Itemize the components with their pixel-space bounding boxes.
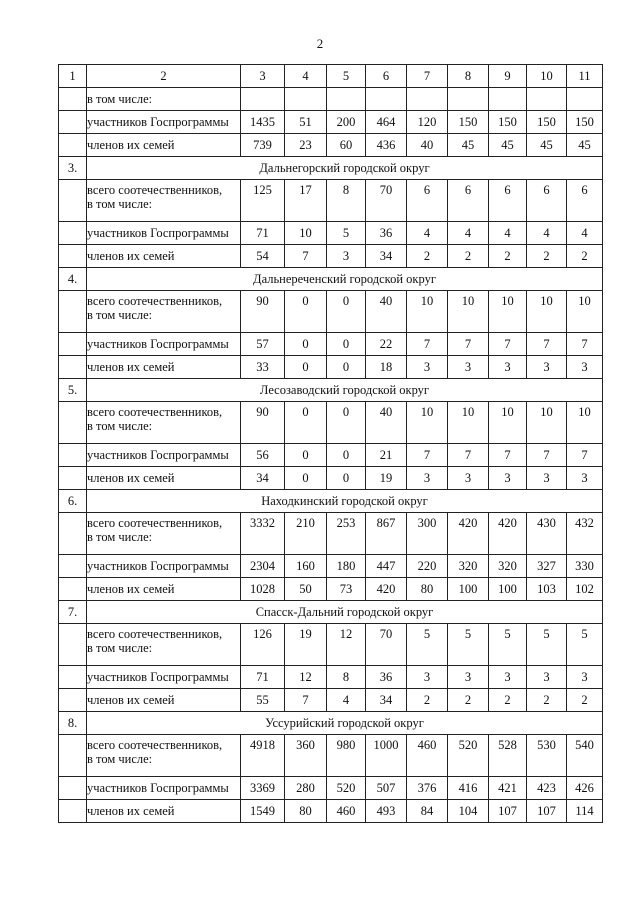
value-cell: 430 bbox=[527, 513, 567, 555]
row-index-cell bbox=[59, 735, 87, 777]
value-cell: 4 bbox=[567, 222, 603, 245]
column-number-header: 3 bbox=[241, 65, 285, 88]
column-number-header: 7 bbox=[407, 65, 448, 88]
value-cell: 71 bbox=[241, 222, 285, 245]
value-cell: 114 bbox=[567, 800, 603, 823]
value-cell: 150 bbox=[527, 111, 567, 134]
value-cell: 3 bbox=[489, 467, 527, 490]
value-cell: 2 bbox=[567, 245, 603, 268]
value-cell: 0 bbox=[327, 402, 366, 444]
section-row bbox=[59, 268, 603, 291]
table-row bbox=[59, 88, 603, 111]
value-cell: 0 bbox=[327, 444, 366, 467]
value-cell: 100 bbox=[448, 578, 489, 601]
row-label: членов их семей bbox=[87, 245, 241, 268]
value-cell: 33 bbox=[241, 356, 285, 379]
value-cell: 3 bbox=[489, 666, 527, 689]
row-index-cell bbox=[59, 555, 87, 578]
value-cell: 19 bbox=[366, 467, 407, 490]
value-cell: 2 bbox=[489, 245, 527, 268]
section-title: Дальнегорский городской округ bbox=[87, 157, 603, 180]
value-cell: 10 bbox=[407, 402, 448, 444]
value-cell: 23 bbox=[285, 134, 327, 157]
value-cell: 6 bbox=[527, 180, 567, 222]
value-cell: 2 bbox=[407, 689, 448, 712]
value-cell: 7 bbox=[448, 444, 489, 467]
row-label: всего соотечественников, в том числе: bbox=[87, 402, 241, 444]
row-index-cell bbox=[59, 578, 87, 601]
value-cell: 3 bbox=[407, 356, 448, 379]
value-cell: 45 bbox=[567, 134, 603, 157]
row-label: в том числе: bbox=[87, 88, 241, 111]
row-label: членов их семей bbox=[87, 467, 241, 490]
row-label: участников Госпрограммы bbox=[87, 777, 241, 800]
table-row bbox=[59, 666, 603, 689]
value-cell: 34 bbox=[366, 689, 407, 712]
value-cell bbox=[366, 88, 407, 111]
value-cell bbox=[327, 88, 366, 111]
column-number-header: 11 bbox=[567, 65, 603, 88]
value-cell: 7 bbox=[285, 245, 327, 268]
value-cell: 7 bbox=[527, 333, 567, 356]
value-cell: 420 bbox=[448, 513, 489, 555]
value-cell: 3 bbox=[448, 467, 489, 490]
table-row bbox=[59, 555, 603, 578]
value-cell: 1549 bbox=[241, 800, 285, 823]
value-cell: 55 bbox=[241, 689, 285, 712]
row-label: участников Госпрограммы bbox=[87, 555, 241, 578]
row-index-cell bbox=[59, 624, 87, 666]
value-cell: 102 bbox=[567, 578, 603, 601]
value-cell: 45 bbox=[527, 134, 567, 157]
value-cell: 327 bbox=[527, 555, 567, 578]
table-row bbox=[59, 111, 603, 134]
row-index-cell bbox=[59, 513, 87, 555]
value-cell: 7 bbox=[489, 444, 527, 467]
section-row bbox=[59, 601, 603, 624]
value-cell: 21 bbox=[366, 444, 407, 467]
value-cell: 3369 bbox=[241, 777, 285, 800]
value-cell: 2 bbox=[527, 689, 567, 712]
row-label: членов их семей bbox=[87, 800, 241, 823]
value-cell: 210 bbox=[285, 513, 327, 555]
value-cell: 1435 bbox=[241, 111, 285, 134]
value-cell: 0 bbox=[285, 402, 327, 444]
value-cell: 3 bbox=[407, 666, 448, 689]
value-cell: 3 bbox=[527, 356, 567, 379]
table-row bbox=[59, 689, 603, 712]
value-cell: 7 bbox=[407, 333, 448, 356]
section-number: 3. bbox=[59, 157, 87, 180]
value-cell: 0 bbox=[285, 333, 327, 356]
value-cell: 464 bbox=[366, 111, 407, 134]
value-cell: 90 bbox=[241, 291, 285, 333]
value-cell: 4 bbox=[448, 222, 489, 245]
value-cell: 360 bbox=[285, 735, 327, 777]
value-cell: 10 bbox=[407, 291, 448, 333]
value-cell: 420 bbox=[366, 578, 407, 601]
value-cell: 2 bbox=[489, 689, 527, 712]
row-index-cell bbox=[59, 467, 87, 490]
value-cell: 12 bbox=[327, 624, 366, 666]
value-cell: 1000 bbox=[366, 735, 407, 777]
row-index-cell bbox=[59, 402, 87, 444]
value-cell: 40 bbox=[366, 402, 407, 444]
value-cell: 867 bbox=[366, 513, 407, 555]
table-row bbox=[59, 777, 603, 800]
value-cell: 4 bbox=[527, 222, 567, 245]
row-index-cell bbox=[59, 180, 87, 222]
value-cell: 3332 bbox=[241, 513, 285, 555]
column-number-header: 9 bbox=[489, 65, 527, 88]
value-cell: 0 bbox=[285, 291, 327, 333]
value-cell: 0 bbox=[285, 444, 327, 467]
value-cell: 50 bbox=[285, 578, 327, 601]
value-cell: 34 bbox=[241, 467, 285, 490]
section-number: 8. bbox=[59, 712, 87, 735]
value-cell: 7 bbox=[567, 333, 603, 356]
table-row bbox=[59, 134, 603, 157]
section-title: Дальнереченский городской округ bbox=[87, 268, 603, 291]
row-index-cell bbox=[59, 245, 87, 268]
value-cell: 3 bbox=[489, 356, 527, 379]
value-cell: 528 bbox=[489, 735, 527, 777]
value-cell: 0 bbox=[285, 467, 327, 490]
value-cell: 6 bbox=[489, 180, 527, 222]
value-cell: 57 bbox=[241, 333, 285, 356]
value-cell: 100 bbox=[489, 578, 527, 601]
value-cell: 2 bbox=[527, 245, 567, 268]
section-title: Находкинский городской округ bbox=[87, 490, 603, 513]
value-cell: 0 bbox=[327, 333, 366, 356]
column-number-header: 4 bbox=[285, 65, 327, 88]
value-cell bbox=[285, 88, 327, 111]
value-cell: 460 bbox=[327, 800, 366, 823]
value-cell: 520 bbox=[327, 777, 366, 800]
row-label: членов их семей bbox=[87, 134, 241, 157]
value-cell: 36 bbox=[366, 222, 407, 245]
value-cell: 71 bbox=[241, 666, 285, 689]
row-label: участников Госпрограммы bbox=[87, 222, 241, 245]
value-cell: 7 bbox=[567, 444, 603, 467]
value-cell: 0 bbox=[327, 467, 366, 490]
column-number-row bbox=[59, 65, 603, 88]
value-cell: 73 bbox=[327, 578, 366, 601]
row-label: всего соотечественников, в том числе: bbox=[87, 624, 241, 666]
section-number: 5. bbox=[59, 379, 87, 402]
value-cell: 18 bbox=[366, 356, 407, 379]
value-cell: 7 bbox=[527, 444, 567, 467]
row-index-cell bbox=[59, 333, 87, 356]
row-label: всего соотечественников, в том числе: bbox=[87, 291, 241, 333]
value-cell: 180 bbox=[327, 555, 366, 578]
row-label: участников Госпрограммы bbox=[87, 666, 241, 689]
value-cell: 0 bbox=[285, 356, 327, 379]
value-cell: 7 bbox=[448, 333, 489, 356]
value-cell: 3 bbox=[567, 467, 603, 490]
value-cell: 0 bbox=[327, 291, 366, 333]
value-cell: 104 bbox=[448, 800, 489, 823]
column-number-header: 10 bbox=[527, 65, 567, 88]
value-cell: 1028 bbox=[241, 578, 285, 601]
value-cell: 220 bbox=[407, 555, 448, 578]
value-cell: 10 bbox=[527, 402, 567, 444]
row-index-cell bbox=[59, 356, 87, 379]
value-cell: 80 bbox=[285, 800, 327, 823]
value-cell: 420 bbox=[489, 513, 527, 555]
value-cell: 19 bbox=[285, 624, 327, 666]
table-row bbox=[59, 245, 603, 268]
value-cell: 376 bbox=[407, 777, 448, 800]
value-cell: 34 bbox=[366, 245, 407, 268]
value-cell: 84 bbox=[407, 800, 448, 823]
table-row bbox=[59, 800, 603, 823]
table-row bbox=[59, 333, 603, 356]
value-cell: 2 bbox=[448, 689, 489, 712]
value-cell: 200 bbox=[327, 111, 366, 134]
value-cell: 5 bbox=[327, 222, 366, 245]
value-cell: 421 bbox=[489, 777, 527, 800]
value-cell: 507 bbox=[366, 777, 407, 800]
value-cell: 6 bbox=[448, 180, 489, 222]
value-cell: 6 bbox=[567, 180, 603, 222]
value-cell: 3 bbox=[567, 356, 603, 379]
value-cell: 447 bbox=[366, 555, 407, 578]
value-cell: 70 bbox=[366, 180, 407, 222]
row-label: участников Госпрограммы bbox=[87, 444, 241, 467]
value-cell: 0 bbox=[327, 356, 366, 379]
value-cell: 10 bbox=[489, 291, 527, 333]
value-cell: 3 bbox=[527, 467, 567, 490]
value-cell: 3 bbox=[407, 467, 448, 490]
value-cell: 8 bbox=[327, 180, 366, 222]
value-cell: 45 bbox=[448, 134, 489, 157]
row-index-cell bbox=[59, 111, 87, 134]
value-cell: 107 bbox=[527, 800, 567, 823]
value-cell: 10 bbox=[489, 402, 527, 444]
value-cell: 90 bbox=[241, 402, 285, 444]
value-cell: 8 bbox=[327, 666, 366, 689]
value-cell: 5 bbox=[527, 624, 567, 666]
page-number: 2 bbox=[316, 36, 324, 51]
value-cell: 416 bbox=[448, 777, 489, 800]
value-cell: 103 bbox=[527, 578, 567, 601]
value-cell: 7 bbox=[489, 333, 527, 356]
value-cell: 51 bbox=[285, 111, 327, 134]
value-cell: 3 bbox=[448, 666, 489, 689]
value-cell: 10 bbox=[285, 222, 327, 245]
value-cell: 423 bbox=[527, 777, 567, 800]
row-index-cell bbox=[59, 88, 87, 111]
value-cell: 4 bbox=[489, 222, 527, 245]
value-cell: 120 bbox=[407, 111, 448, 134]
value-cell: 980 bbox=[327, 735, 366, 777]
value-cell: 10 bbox=[567, 402, 603, 444]
section-number: 6. bbox=[59, 490, 87, 513]
column-number-header: 1 bbox=[59, 65, 87, 88]
value-cell: 493 bbox=[366, 800, 407, 823]
value-cell: 2 bbox=[407, 245, 448, 268]
table-row bbox=[59, 356, 603, 379]
value-cell: 4 bbox=[327, 689, 366, 712]
section-row bbox=[59, 379, 603, 402]
column-number-header: 5 bbox=[327, 65, 366, 88]
section-title: Спасск-Дальний городской округ bbox=[87, 601, 603, 624]
value-cell: 3 bbox=[527, 666, 567, 689]
value-cell: 2 bbox=[567, 689, 603, 712]
value-cell: 10 bbox=[448, 402, 489, 444]
value-cell: 540 bbox=[567, 735, 603, 777]
value-cell: 7 bbox=[285, 689, 327, 712]
value-cell: 150 bbox=[489, 111, 527, 134]
value-cell: 3 bbox=[448, 356, 489, 379]
value-cell bbox=[241, 88, 285, 111]
row-label: членов их семей bbox=[87, 356, 241, 379]
row-label: участников Госпрограммы bbox=[87, 111, 241, 134]
table-row bbox=[59, 467, 603, 490]
row-index-cell bbox=[59, 800, 87, 823]
value-cell: 107 bbox=[489, 800, 527, 823]
value-cell bbox=[407, 88, 448, 111]
column-number-header: 2 bbox=[87, 65, 241, 88]
row-index-cell bbox=[59, 689, 87, 712]
row-index-cell bbox=[59, 134, 87, 157]
value-cell: 530 bbox=[527, 735, 567, 777]
value-cell: 739 bbox=[241, 134, 285, 157]
value-cell: 436 bbox=[366, 134, 407, 157]
value-cell: 150 bbox=[448, 111, 489, 134]
value-cell: 36 bbox=[366, 666, 407, 689]
value-cell: 10 bbox=[527, 291, 567, 333]
value-cell bbox=[527, 88, 567, 111]
column-number-header: 6 bbox=[366, 65, 407, 88]
row-label: членов их семей bbox=[87, 689, 241, 712]
row-index-cell bbox=[59, 666, 87, 689]
table-row bbox=[59, 513, 603, 555]
value-cell: 12 bbox=[285, 666, 327, 689]
value-cell: 253 bbox=[327, 513, 366, 555]
row-label: участников Госпрограммы bbox=[87, 333, 241, 356]
value-cell: 300 bbox=[407, 513, 448, 555]
value-cell: 10 bbox=[448, 291, 489, 333]
row-label: всего соотечественников, в том числе: bbox=[87, 735, 241, 777]
value-cell: 80 bbox=[407, 578, 448, 601]
value-cell bbox=[489, 88, 527, 111]
row-index-cell bbox=[59, 291, 87, 333]
table-row bbox=[59, 578, 603, 601]
value-cell bbox=[448, 88, 489, 111]
value-cell: 2 bbox=[448, 245, 489, 268]
value-cell: 54 bbox=[241, 245, 285, 268]
row-label: всего соотечественников, в том числе: bbox=[87, 180, 241, 222]
value-cell: 40 bbox=[366, 291, 407, 333]
value-cell: 460 bbox=[407, 735, 448, 777]
value-cell: 330 bbox=[567, 555, 603, 578]
section-title: Лесозаводский городской округ bbox=[87, 379, 603, 402]
value-cell: 40 bbox=[407, 134, 448, 157]
value-cell: 320 bbox=[489, 555, 527, 578]
value-cell: 280 bbox=[285, 777, 327, 800]
value-cell: 2304 bbox=[241, 555, 285, 578]
value-cell: 5 bbox=[448, 624, 489, 666]
table-row bbox=[59, 735, 603, 777]
value-cell: 10 bbox=[567, 291, 603, 333]
value-cell: 5 bbox=[407, 624, 448, 666]
value-cell: 70 bbox=[366, 624, 407, 666]
row-index-cell bbox=[59, 777, 87, 800]
value-cell: 432 bbox=[567, 513, 603, 555]
section-number: 7. bbox=[59, 601, 87, 624]
section-row bbox=[59, 490, 603, 513]
row-index-cell bbox=[59, 222, 87, 245]
table-row bbox=[59, 402, 603, 444]
section-number: 4. bbox=[59, 268, 87, 291]
value-cell: 60 bbox=[327, 134, 366, 157]
table-row bbox=[59, 222, 603, 245]
value-cell: 5 bbox=[567, 624, 603, 666]
column-number-header: 8 bbox=[448, 65, 489, 88]
row-label: членов их семей bbox=[87, 578, 241, 601]
value-cell: 125 bbox=[241, 180, 285, 222]
value-cell: 320 bbox=[448, 555, 489, 578]
value-cell: 520 bbox=[448, 735, 489, 777]
value-cell: 4918 bbox=[241, 735, 285, 777]
resettlement-table bbox=[58, 64, 603, 823]
value-cell: 45 bbox=[489, 134, 527, 157]
value-cell: 150 bbox=[567, 111, 603, 134]
section-title: Уссурийский городской округ bbox=[87, 712, 603, 735]
value-cell: 3 bbox=[327, 245, 366, 268]
table-body bbox=[59, 88, 603, 823]
section-row bbox=[59, 712, 603, 735]
value-cell: 426 bbox=[567, 777, 603, 800]
value-cell: 22 bbox=[366, 333, 407, 356]
value-cell: 160 bbox=[285, 555, 327, 578]
value-cell: 6 bbox=[407, 180, 448, 222]
value-cell: 4 bbox=[407, 222, 448, 245]
table-row bbox=[59, 444, 603, 467]
table-row bbox=[59, 180, 603, 222]
section-row bbox=[59, 157, 603, 180]
value-cell: 126 bbox=[241, 624, 285, 666]
value-cell: 3 bbox=[567, 666, 603, 689]
value-cell: 5 bbox=[489, 624, 527, 666]
row-index-cell bbox=[59, 444, 87, 467]
value-cell: 17 bbox=[285, 180, 327, 222]
value-cell bbox=[567, 88, 603, 111]
value-cell: 56 bbox=[241, 444, 285, 467]
table-row bbox=[59, 624, 603, 666]
value-cell: 7 bbox=[407, 444, 448, 467]
row-label: всего соотечественников, в том числе: bbox=[87, 513, 241, 555]
table-row bbox=[59, 291, 603, 333]
